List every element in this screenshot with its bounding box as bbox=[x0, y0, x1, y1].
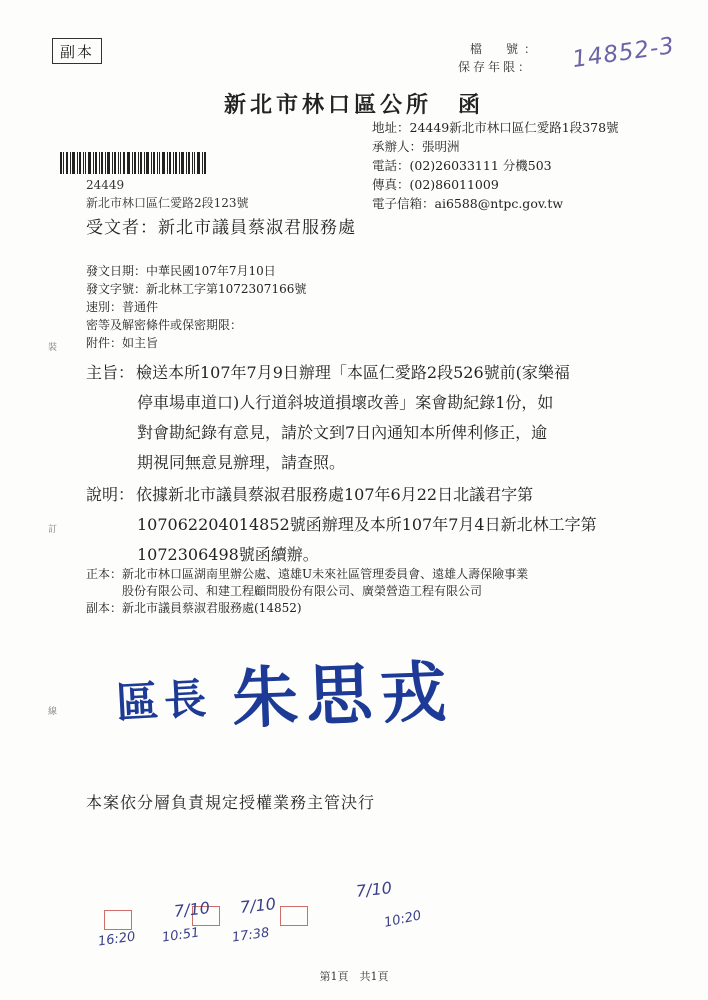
subject-line: 對會勘紀錄有意見，請於文到7日內通知本所俾利修正，逾 bbox=[137, 423, 548, 442]
subject-section bbox=[86, 358, 570, 478]
explanation-line: 依據新北市議員蔡淑君服務處107年6月22日北議君字第 bbox=[136, 485, 534, 504]
cc-copy-line: 副本：新北市議員蔡淑君服務處(14852) bbox=[86, 601, 302, 615]
contact-email: 電子信箱：ai6588@ntpc.gov.tw bbox=[372, 196, 564, 211]
binding-mark: 訂 bbox=[48, 525, 58, 535]
contact-block bbox=[372, 118, 619, 213]
subject-label: 主旨： bbox=[86, 363, 135, 382]
cc-main-line: 正本：新北市林口區湖南里辦公處、遠雄U未來社區管理委員會、遠雄人壽保險事業 bbox=[86, 567, 529, 581]
red-seal-stamp bbox=[104, 910, 132, 930]
explanation-line: 107062204014852號函辦理及本所107年7月4日新北林工字第 bbox=[137, 515, 597, 534]
handwritten-time: 16:20 bbox=[97, 929, 137, 950]
barcode-image bbox=[60, 152, 208, 174]
subject-line: 停車場車道口)人行道斜坡道損壞改善」案會勘紀錄1份，如 bbox=[137, 393, 554, 412]
handwritten-date: 7/10 bbox=[239, 894, 277, 917]
subject-line: 檢送本所107年7月9日辦理「本區仁愛路2段526號前(家樂福 bbox=[136, 363, 570, 382]
document-title: 新北市林口區公所 函 bbox=[223, 92, 484, 118]
handwritten-date: 7/10 bbox=[355, 878, 393, 901]
meta-doc-number: 發文字號：新北林工字第1072307166號 bbox=[86, 282, 307, 296]
handwritten-time: 17:38 bbox=[231, 925, 271, 946]
distribution-list bbox=[86, 566, 528, 617]
copy-stamp: 副本 bbox=[52, 38, 102, 64]
subject-line: 期視同無意見辦理，請查照。 bbox=[137, 453, 346, 472]
explanation-label: 說明： bbox=[86, 485, 135, 504]
signature-name: 朱思戎 bbox=[230, 653, 456, 738]
binding-mark: 裝 bbox=[48, 343, 58, 353]
page-footer: 第1頁 共1頁 bbox=[319, 970, 389, 983]
handwritten-time: 10:51 bbox=[161, 925, 201, 946]
red-seal-stamp bbox=[280, 906, 308, 926]
meta-speed: 速別：普通件 bbox=[86, 300, 159, 314]
handwritten-time: 10:20 bbox=[382, 908, 423, 931]
meta-attachment: 附件：如主旨 bbox=[86, 336, 159, 350]
contact-address: 地址：24449新北市林口區仁愛路1段378號 bbox=[372, 120, 619, 135]
handwritten-file-number: 14852-3 bbox=[570, 32, 677, 74]
recipient-address: 新北市林口區仁愛路2段123號 bbox=[86, 196, 249, 210]
file-number-label: 檔 號： bbox=[470, 42, 543, 56]
recipient-line: 受文者：新北市議員蔡淑君服務處 bbox=[86, 218, 356, 238]
delegation-note: 本案依分層負責規定授權業務主管決行 bbox=[86, 793, 376, 812]
contact-fax: 傳真：(02)86011009 bbox=[372, 177, 499, 192]
signature-title: 區長 bbox=[114, 673, 214, 728]
document-meta bbox=[86, 262, 306, 352]
meta-date: 發文日期：中華民國107年7月10日 bbox=[86, 264, 276, 278]
retention-label: 保存年限： bbox=[458, 60, 534, 74]
contact-phone: 電話：(02)26033111 分機503 bbox=[372, 158, 552, 173]
handwritten-date: 7/10 bbox=[173, 898, 211, 921]
explanation-section bbox=[86, 480, 597, 570]
cc-main-line: 股份有限公司、和建工程顧問股份有限公司、廣榮營造工程有限公司 bbox=[122, 584, 483, 598]
contact-handler: 承辦人：張明洲 bbox=[372, 139, 460, 154]
explanation-line: 1072306498號函續辦。 bbox=[137, 545, 319, 564]
meta-confidentiality: 密等及解密條件或保密期限： bbox=[86, 318, 243, 332]
recipient-postal-code: 24449 bbox=[86, 178, 125, 192]
binding-mark: 線 bbox=[48, 707, 58, 717]
